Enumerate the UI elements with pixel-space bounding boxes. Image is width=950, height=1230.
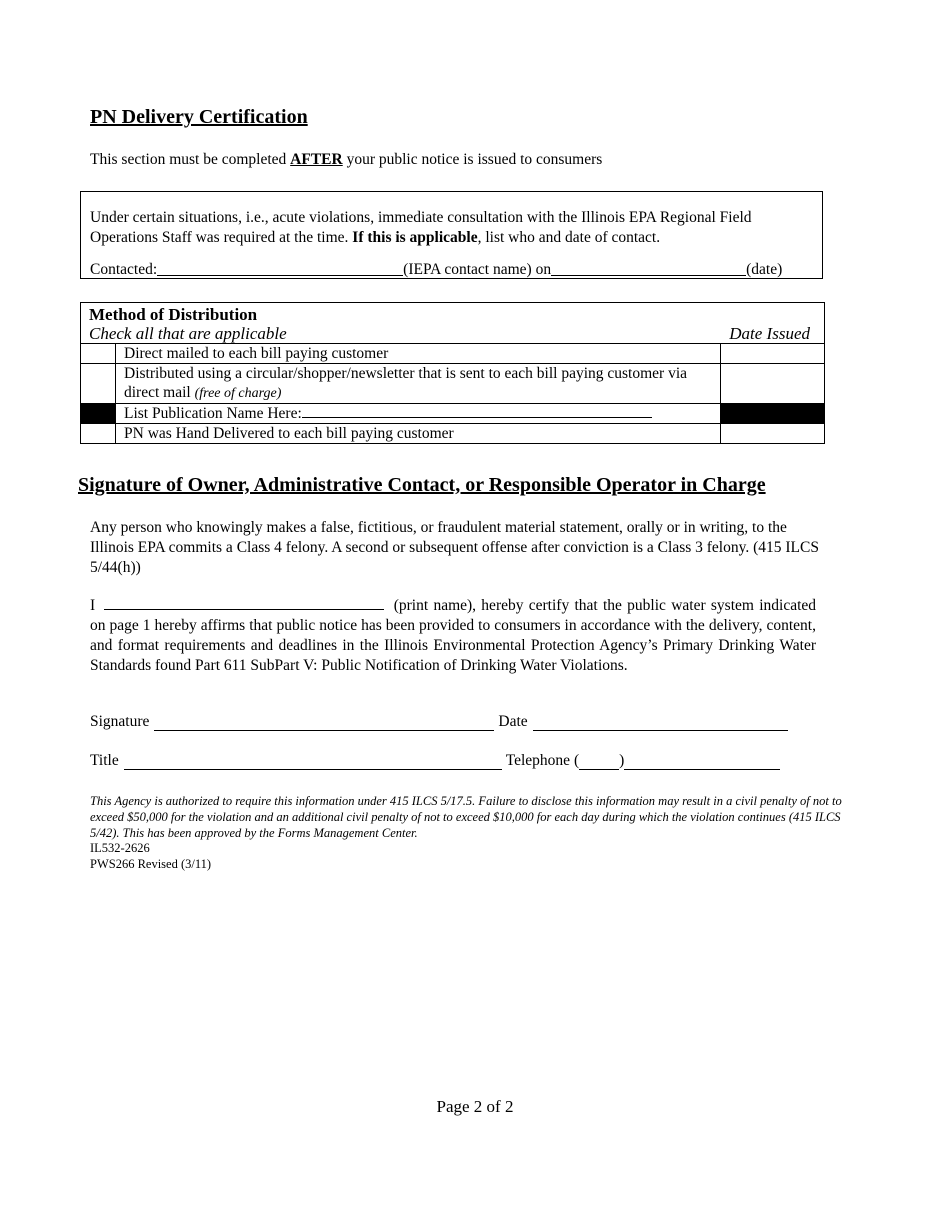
distribution-table [80,302,825,444]
checkbox-cell[interactable] [81,344,116,364]
publication-name-label: List Publication Name Here: [124,405,302,422]
table-row [81,404,825,424]
date-label: Date [498,713,528,730]
signature-row [90,713,788,731]
contacted-label: Contacted: [90,261,158,278]
checkbox-cell-blocked [81,404,116,424]
completion-note [90,151,602,169]
date-field[interactable] [533,716,788,731]
signature-section-title: Signature of Owner, Administrative Contact, or Responsible Operator in Charge [78,474,766,496]
date-issued-cell[interactable] [721,424,825,444]
contact-instructions [90,208,810,248]
contact-text-bold: If this is applicable [352,229,478,246]
title-row [90,752,780,770]
signature-field[interactable] [154,716,494,731]
date-issued-cell-blocked [721,404,825,424]
completion-note-emphasis: AFTER [290,151,343,168]
page-title: PN Delivery Certification [90,106,308,128]
contact-name-field[interactable] [157,261,403,276]
completion-note-pre: This section must be completed [90,151,291,168]
table-row [81,364,825,404]
certify-post: (print name), hereby certify that the public water system indicated on page 1 hereby affirms that public notice has been provided to consumers in accordance with the delivery, content, and format requirements and deadlines in the Illinois Environmental Protection Agency’s Primary Drinking Water Standards found Part 611 SubPart V: Public Notification of Drinking Water Violations. [90,597,817,674]
distribution-subheader [81,324,825,344]
form-revision: PWS266 Revised (3/11) [90,857,212,871]
certify-pre: I [90,597,96,614]
contact-date-field[interactable] [551,261,746,276]
contact-name-label: (IEPA contact name) on [403,261,552,278]
contact-box [80,191,823,279]
contact-text-post: , list who and date of contact. [477,229,661,246]
date-issued-cell[interactable] [721,364,825,404]
checkbox-cell[interactable] [81,364,116,404]
table-row [81,344,825,364]
distribution-method [116,364,721,404]
date-issued-cell[interactable] [721,344,825,364]
table-row [81,424,825,444]
agency-authority-note: This Agency is authorized to require this information under 415 ILCS 5/17.5. Failure to disclose this information may result in a civil penalty of not to exceed $50,000 for the violation and an additional civil penalty of not to exceed $10,000 for each day during which the violation continues (415 ILCS 5/42). This has been approved by the Forms Management Center. [90,794,842,840]
contacted-line [90,261,814,279]
title-field[interactable] [124,755,502,770]
distribution-subtitle: Check all that are applicable [89,324,287,343]
distribution-title: Method of Distribution [81,303,825,325]
publication-name-field[interactable] [302,404,652,418]
print-name-field[interactable] [104,596,384,610]
contact-date-label: (date) [746,261,783,278]
title-label: Title [90,752,119,769]
certification-statement [90,596,816,676]
contact-text-pre: Under certain situations, i.e., acute violations, immediate consultation with the Illinois EPA Regional Field Operations Staff was required at the time. [90,209,752,246]
distribution-method [116,404,721,424]
form-code: IL532-2626 [90,841,150,855]
felony-warning: Any person who knowingly makes a false, fictitious, or fraudulent material statement, orally or in writing, to the Illinois EPA commits a Class 4 felony. A second or subsequent offense after conviction is a Class 3 felony. (415 ILCS 5/44(h)) [90,519,819,576]
completion-note-post: your public notice is issued to consumers [342,151,603,168]
telephone-label: Telephone ( [505,752,580,769]
signature-label: Signature [90,713,150,730]
checkbox-cell[interactable] [81,424,116,444]
date-issued-header: Date Issued [729,324,810,343]
telephone-close: ) [619,752,625,769]
area-code-field[interactable] [579,755,619,770]
distribution-method: PN was Hand Delivered to each bill paying customer [116,424,721,444]
telephone-field[interactable] [624,755,780,770]
distribution-method-text: Distributed using a circular/shopper/newsletter that is sent to each bill paying customer via direct mail [124,365,688,401]
distribution-method: Direct mailed to each bill paying customer [116,344,721,364]
form-identifiers [90,840,211,872]
free-of-charge-note: (free of charge) [194,386,282,401]
page-number: Page 2 of 2 [436,1097,514,1116]
